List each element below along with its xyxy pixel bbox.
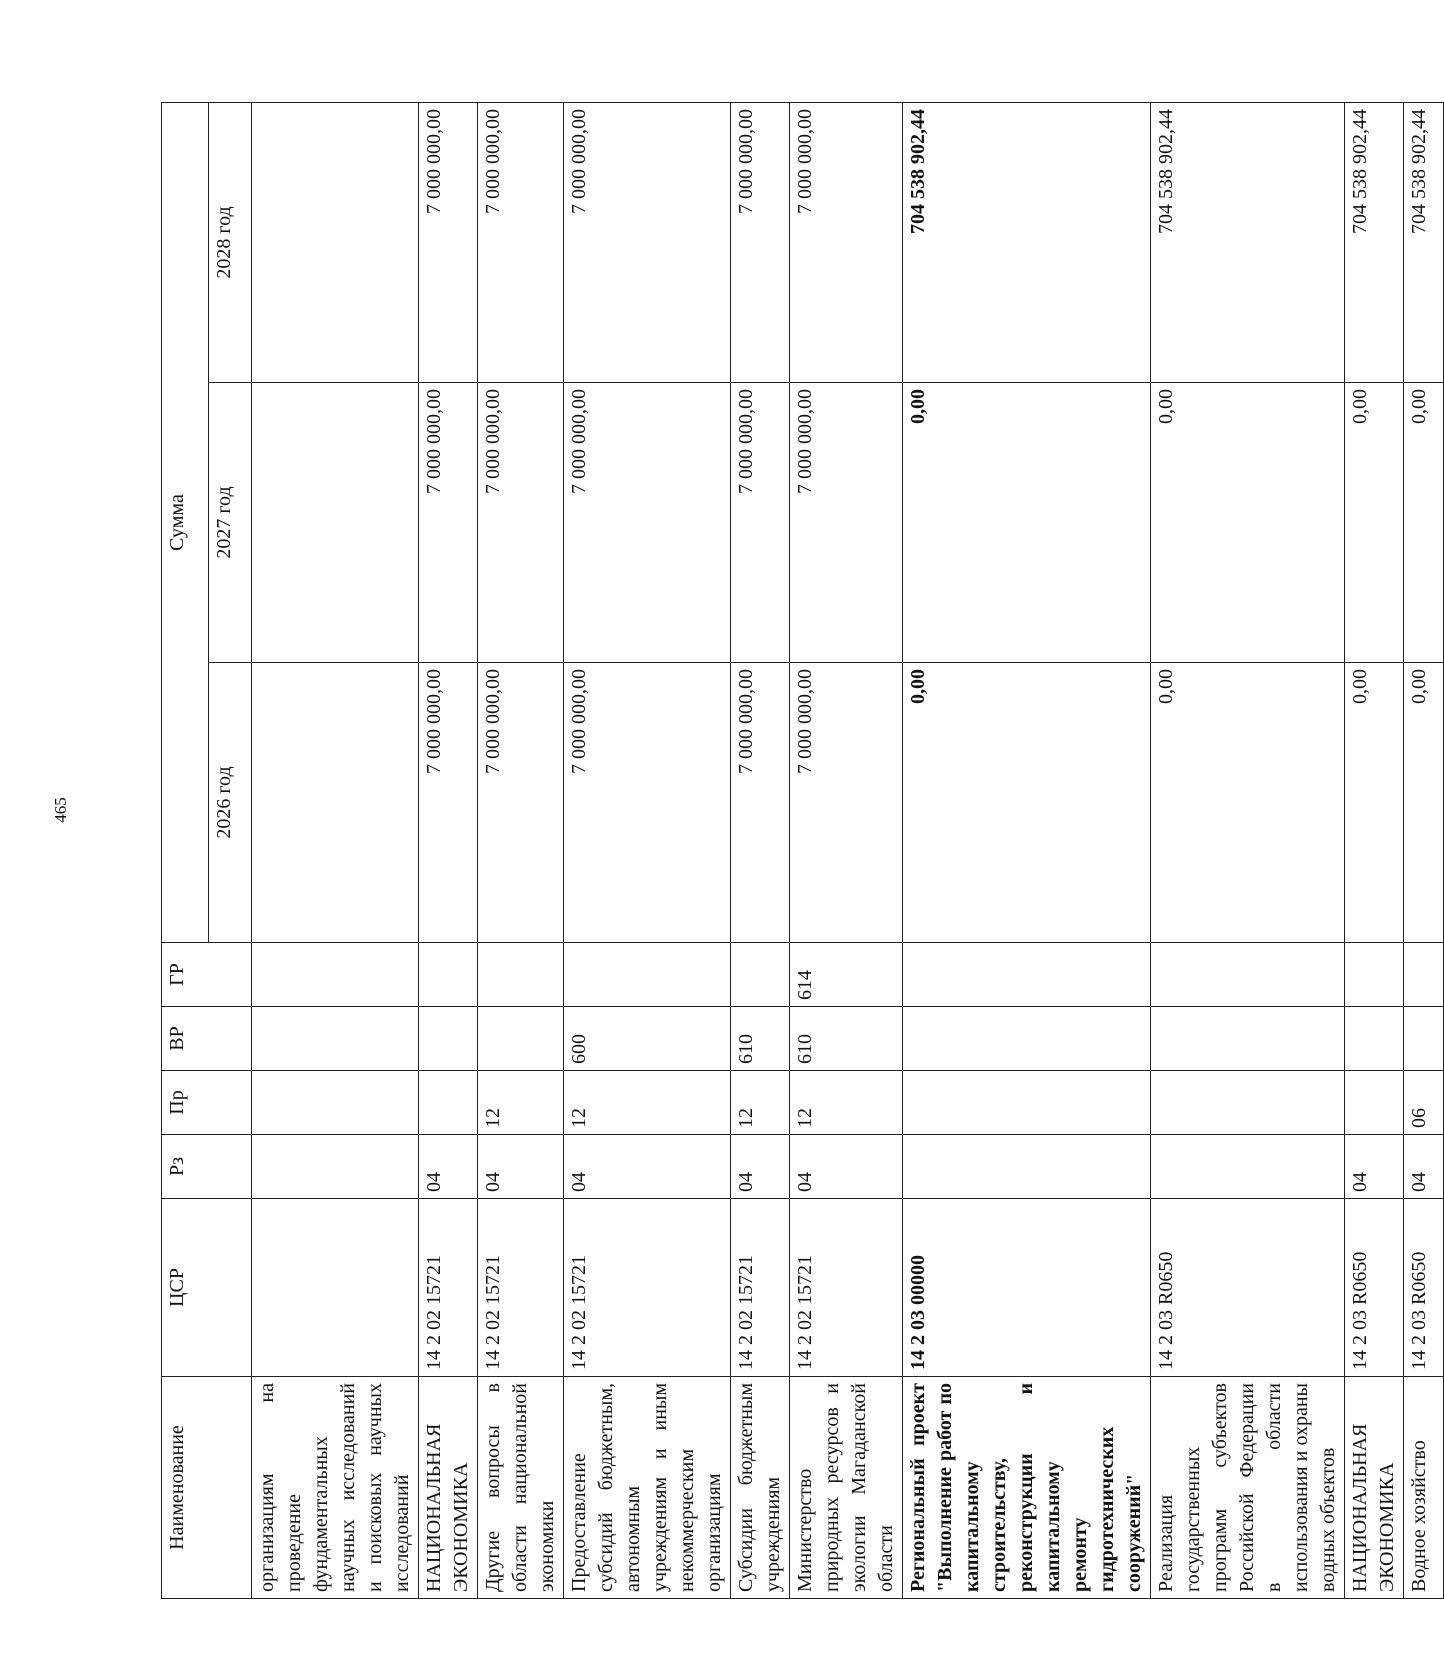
rotated-table-container <box>161 103 1430 1599</box>
table-row <box>1404 102 1444 1598</box>
cell-sum-2026 <box>252 663 419 943</box>
cell-csr: 14 2 02 15721 <box>564 1199 731 1377</box>
cell-name: Субсидии бюджетным учреждениям <box>731 1377 790 1599</box>
table-body <box>252 102 1444 1598</box>
cell-csr: 14 2 03 R0650 <box>1404 1199 1444 1377</box>
cell-sum-2027: 0,00 <box>1151 383 1345 663</box>
cell-sum-2028: 704 538 902,44 <box>903 102 1151 382</box>
cell-gr <box>731 943 790 1007</box>
cell-pr: 12 <box>478 1071 564 1135</box>
header-row-1 <box>162 102 209 1598</box>
cell-sum-2028: 7 000 000,00 <box>564 102 731 382</box>
header-vr: ВР <box>162 1007 252 1071</box>
cell-pr <box>1345 1071 1404 1135</box>
cell-sum-2027: 7 000 000,00 <box>564 383 731 663</box>
header-year-2027: 2027 год <box>209 383 252 663</box>
cell-sum-2026: 7 000 000,00 <box>564 663 731 943</box>
cell-rz: 04 <box>1404 1135 1444 1199</box>
cell-name: Реализация государственных программ субъектов Российской Федерации в области использования и охраны водных объектов <box>1151 1377 1345 1599</box>
cell-sum-2026: 0,00 <box>1151 663 1345 943</box>
cell-vr <box>252 1007 419 1071</box>
cell-sum-2026: 7 000 000,00 <box>731 663 790 943</box>
header-year-2026: 2026 год <box>209 663 252 943</box>
cell-sum-2027: 0,00 <box>1345 383 1404 663</box>
cell-gr <box>478 943 564 1007</box>
table-row <box>1345 102 1404 1598</box>
cell-gr <box>1345 943 1404 1007</box>
table-row <box>419 102 478 1598</box>
table-row <box>1151 102 1345 1598</box>
cell-sum-2028: 704 538 902,44 <box>1404 102 1444 382</box>
cell-gr <box>903 943 1151 1007</box>
cell-sum-2026: 0,00 <box>1345 663 1404 943</box>
cell-sum-2026: 7 000 000,00 <box>790 663 903 943</box>
cell-name: НАЦИОНАЛЬНАЯ ЭКОНОМИКА <box>1345 1377 1404 1599</box>
cell-sum-2028: 7 000 000,00 <box>790 102 903 382</box>
cell-sum-2027: 0,00 <box>1404 383 1444 663</box>
cell-rz <box>1151 1135 1345 1199</box>
cell-name: НАЦИОНАЛЬНАЯ ЭКОНОМИКА <box>419 1377 478 1599</box>
cell-sum-2027: 7 000 000,00 <box>790 383 903 663</box>
cell-gr <box>1151 943 1345 1007</box>
cell-gr: 614 <box>790 943 903 1007</box>
cell-name: Другие вопросы в области национальной экономики <box>478 1377 564 1599</box>
cell-rz: 04 <box>731 1135 790 1199</box>
cell-sum-2026: 0,00 <box>903 663 1151 943</box>
cell-name: организациям на проведение фундаментальных научных исследований и поисковых научных исследований <box>252 1377 419 1599</box>
cell-sum-2026: 7 000 000,00 <box>419 663 478 943</box>
cell-pr: 06 <box>1404 1071 1444 1135</box>
cell-vr <box>1404 1007 1444 1071</box>
cell-csr: 14 2 03 00000 <box>903 1199 1151 1377</box>
cell-sum-2027 <box>252 383 419 663</box>
cell-sum-2027: 7 000 000,00 <box>478 383 564 663</box>
cell-name: Региональный проект "Выполнение работ по капитальному строительству, реконструкции и капитальному ремонту гидротехнических сооружений" <box>903 1377 1151 1599</box>
cell-sum-2028 <box>252 102 419 382</box>
cell-pr: 12 <box>790 1071 903 1135</box>
header-pr: Пр <box>162 1071 252 1135</box>
cell-sum-2028: 7 000 000,00 <box>419 102 478 382</box>
cell-csr: 14 2 02 15721 <box>790 1199 903 1377</box>
cell-csr: 14 2 02 15721 <box>478 1199 564 1377</box>
table-row <box>478 102 564 1598</box>
cell-sum-2028: 704 538 902,44 <box>1345 102 1404 382</box>
cell-name: Министерство природных ресурсов и экологии Магаданской области <box>790 1377 903 1599</box>
header-gr: ГР <box>162 943 252 1007</box>
cell-sum-2026: 0,00 <box>1404 663 1444 943</box>
cell-csr: 14 2 03 R0650 <box>1345 1199 1404 1377</box>
cell-name: Водное хозяйство <box>1404 1377 1444 1599</box>
header-csr: ЦСР <box>162 1199 252 1377</box>
cell-rz: 04 <box>564 1135 731 1199</box>
cell-pr <box>1151 1071 1345 1135</box>
cell-sum-2026: 7 000 000,00 <box>478 663 564 943</box>
cell-name: Предоставление субсидий бюджетным, автономным учреждениям и иным некоммерческим организациям <box>564 1377 731 1599</box>
cell-sum-2027: 0,00 <box>903 383 1151 663</box>
cell-rz: 04 <box>478 1135 564 1199</box>
cell-gr <box>564 943 731 1007</box>
page-number: 465 <box>50 797 70 823</box>
cell-pr: 12 <box>564 1071 731 1135</box>
cell-vr <box>903 1007 1151 1071</box>
header-year-2028: 2028 год <box>209 102 252 382</box>
cell-vr <box>1151 1007 1345 1071</box>
cell-gr <box>1404 943 1444 1007</box>
cell-rz <box>903 1135 1151 1199</box>
table-row <box>790 102 903 1598</box>
cell-vr <box>419 1007 478 1071</box>
cell-pr <box>903 1071 1151 1135</box>
cell-vr: 610 <box>790 1007 903 1071</box>
cell-gr <box>419 943 478 1007</box>
cell-rz: 04 <box>1345 1135 1404 1199</box>
cell-sum-2027: 7 000 000,00 <box>731 383 790 663</box>
cell-sum-2027: 7 000 000,00 <box>419 383 478 663</box>
budget-table <box>161 102 1444 1599</box>
cell-vr: 610 <box>731 1007 790 1071</box>
cell-csr: 14 2 02 15721 <box>419 1199 478 1377</box>
cell-sum-2028: 7 000 000,00 <box>478 102 564 382</box>
header-sum: Сумма <box>162 102 209 942</box>
cell-csr: 14 2 03 R0650 <box>1151 1199 1345 1377</box>
table-row <box>903 102 1151 1598</box>
cell-pr <box>252 1071 419 1135</box>
cell-vr: 600 <box>564 1007 731 1071</box>
cell-sum-2028: 704 538 902,44 <box>1151 102 1345 382</box>
cell-rz: 04 <box>419 1135 478 1199</box>
cell-pr <box>419 1071 478 1135</box>
cell-csr <box>252 1199 419 1377</box>
cell-csr: 14 2 02 15721 <box>731 1199 790 1377</box>
cell-sum-2028: 7 000 000,00 <box>731 102 790 382</box>
cell-vr <box>1345 1007 1404 1071</box>
cell-vr <box>478 1007 564 1071</box>
header-rz: Рз <box>162 1135 252 1199</box>
cell-rz: 04 <box>790 1135 903 1199</box>
cell-gr <box>252 943 419 1007</box>
table-row <box>564 102 731 1598</box>
table-row <box>252 102 419 1598</box>
cell-pr: 12 <box>731 1071 790 1135</box>
table-row <box>731 102 790 1598</box>
header-name: Наименование <box>162 1377 252 1599</box>
cell-rz <box>252 1135 419 1199</box>
